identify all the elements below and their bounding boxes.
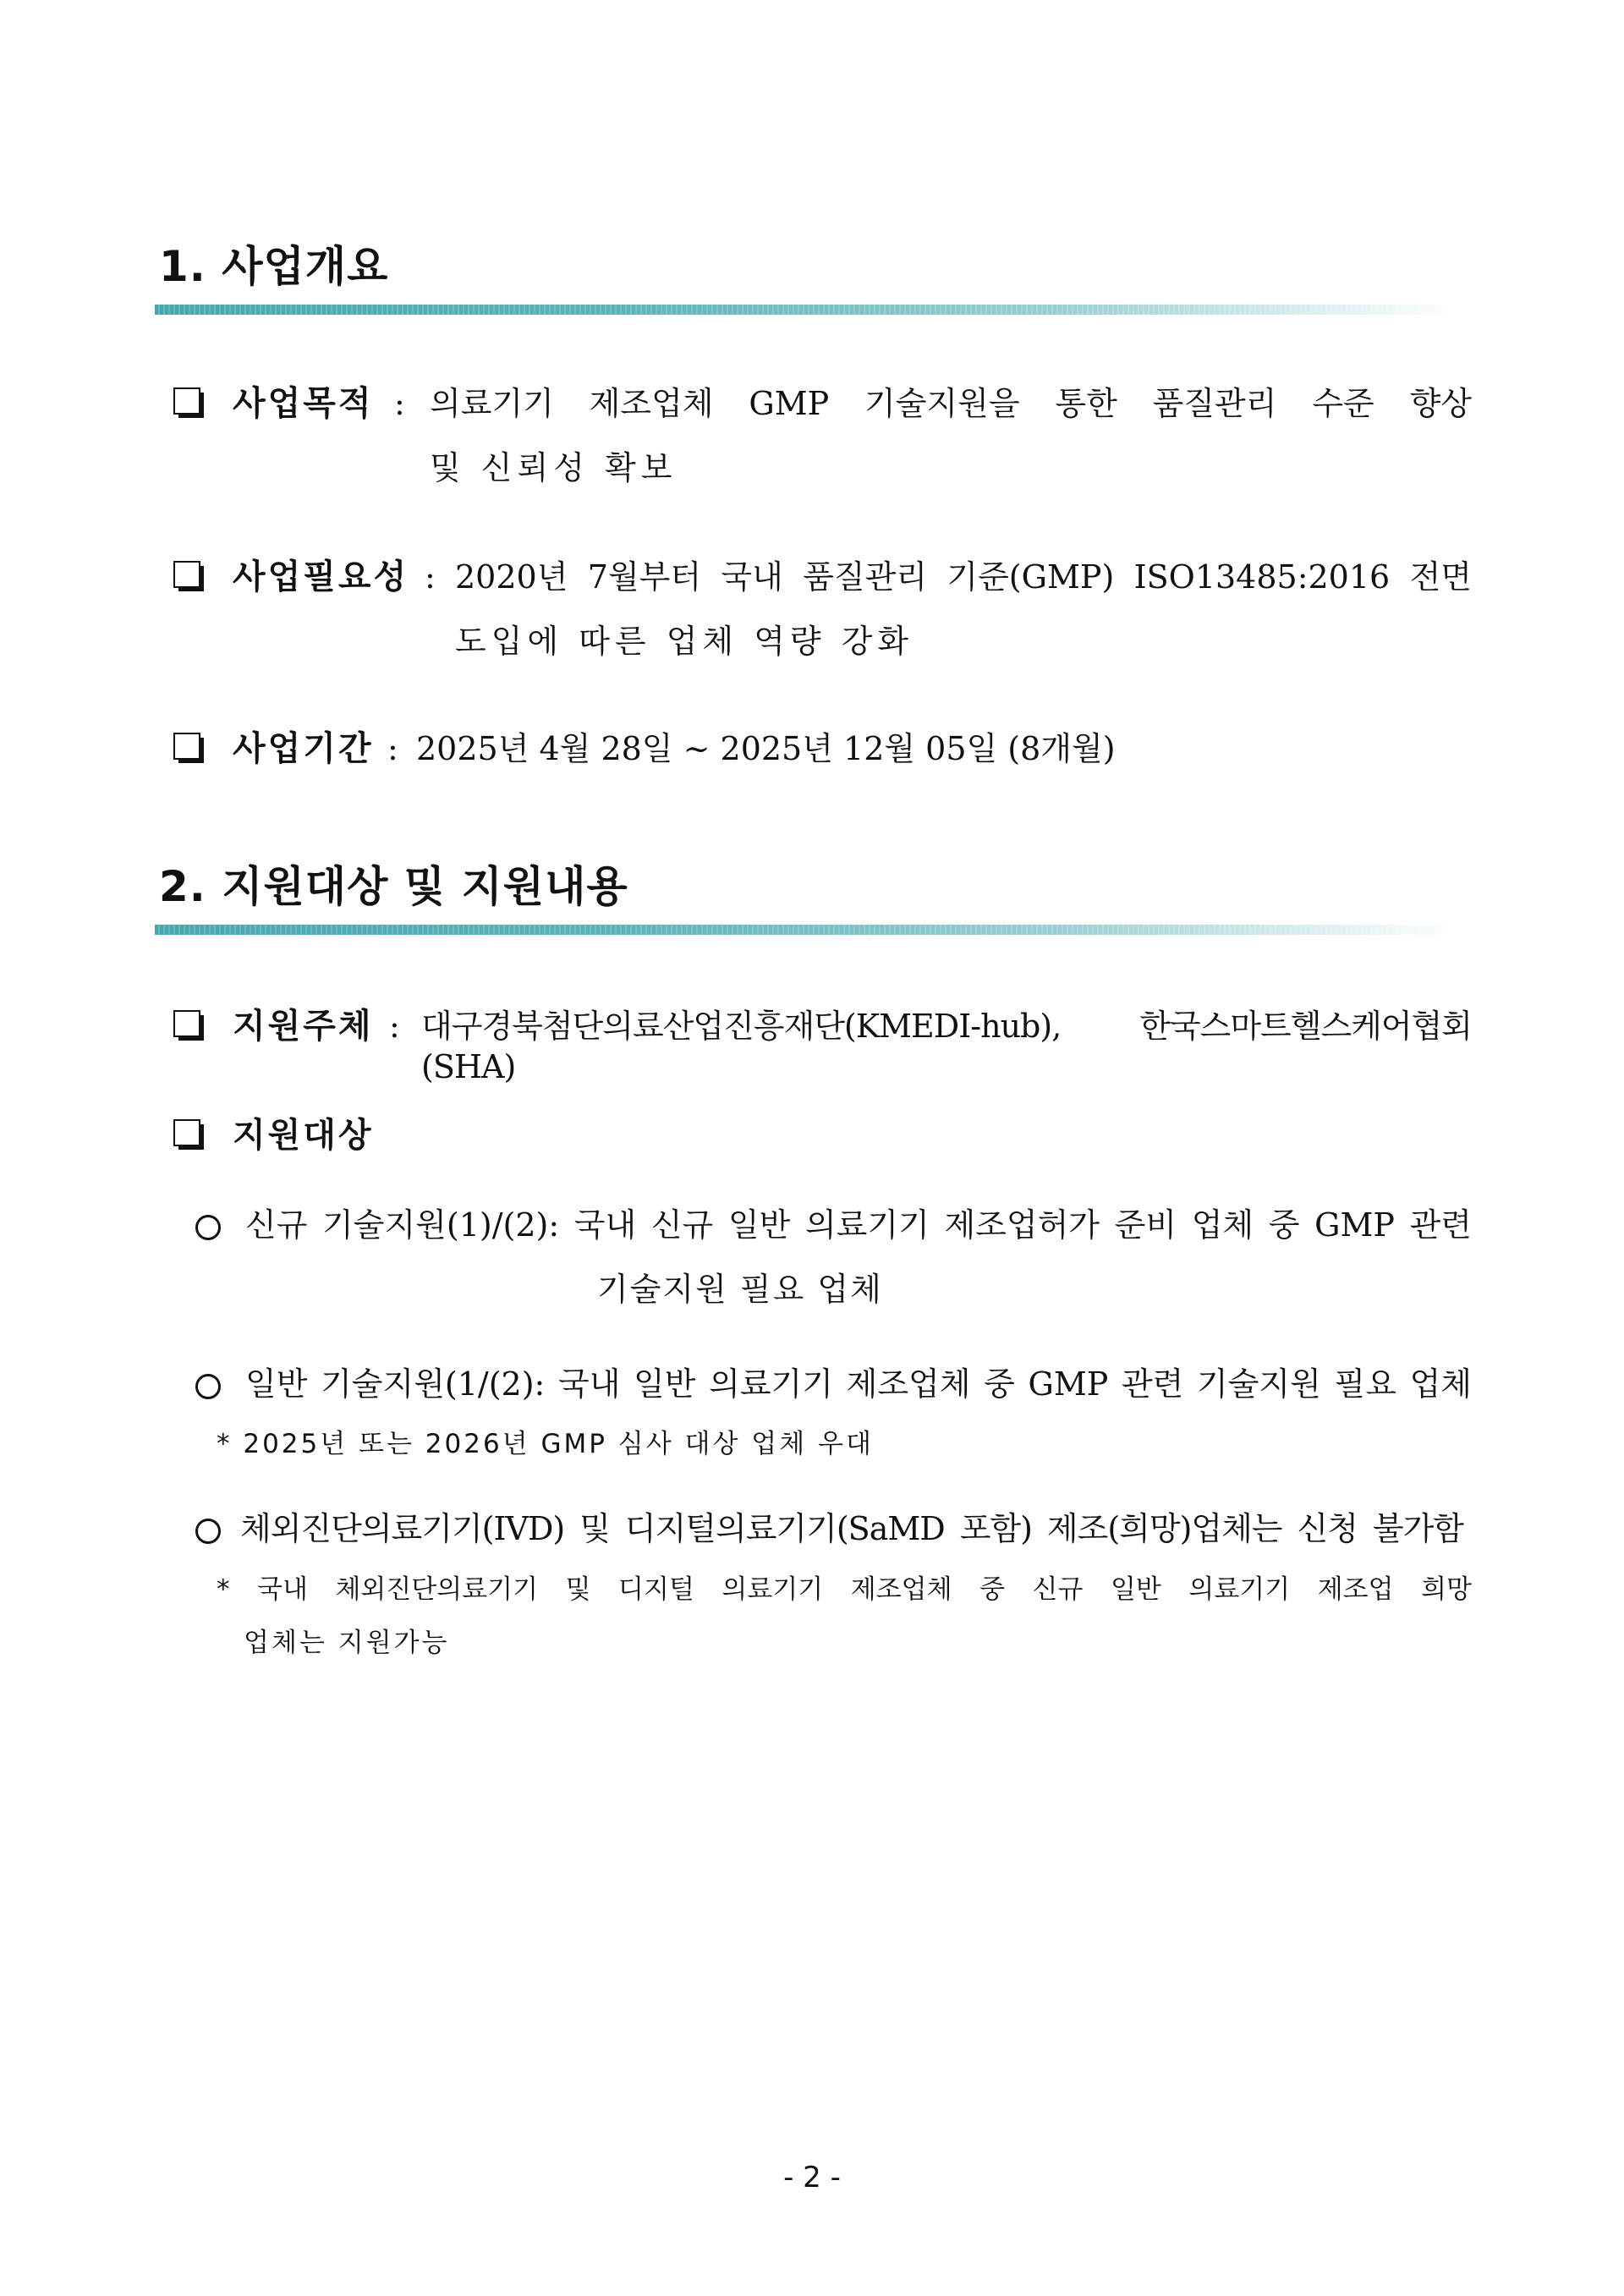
purpose-text-line1: 의료기기 제조업체 GMP 기술지원을 통한 품질관리 수준 향상 — [430, 385, 1472, 422]
purpose-text-line2: 및 신뢰성 확보 — [430, 449, 678, 486]
circle-bullet-icon — [195, 1519, 221, 1544]
necessity-text-line1: 2020년 7월부터 국내 품질관리 기준(GMP) ISO13485:2016 전면 — [455, 558, 1472, 596]
section-2-rule — [155, 925, 1456, 935]
purpose-colon: : — [394, 385, 405, 422]
target-item-1-line1: 신규 기술지원(1)/(2): 국내 신규 일반 의료기기 제조업허가 준비 업체 중 GMP 관련 — [245, 1206, 1472, 1244]
necessity-label: 사업필요성 — [233, 558, 409, 596]
organizer-colon: : — [389, 1008, 400, 1045]
checkbox-bullet-icon — [173, 1010, 202, 1039]
target-item-3-note-line1: * 국내 체외진단의료기기 및 디지털 의료기기 제조업체 중 신규 일반 의료기기 제조업 희망 — [217, 1574, 1472, 1605]
target-item-3-line1: 체외진단의료기기(IVD) 및 디지털의료기기(SaMD 포함) 제조(희망)업체는 신청 불가함 — [240, 1510, 1463, 1547]
purpose-label: 사업목적 — [233, 384, 374, 423]
necessity-text-line2: 도입에 따른 업체 역량 강화 — [455, 623, 914, 660]
target-item-3-note-line2: 업체는 지원가능 — [244, 1628, 450, 1658]
checkbox-bullet-icon — [173, 1119, 202, 1148]
necessity-colon: : — [425, 558, 436, 596]
target-label: 지원대상 — [233, 1116, 374, 1155]
section-1-title: 1. 사업개요 — [159, 242, 389, 291]
period-colon: : — [387, 730, 398, 767]
target-item-1-line2: 기술지원 필요 업체 — [597, 1271, 883, 1308]
target-item-2-line1: 일반 기술지원(1/(2): 국내 일반 의료기기 제조업체 중 GMP 관련 기술지원 필요 업체 — [245, 1365, 1472, 1403]
period-label: 사업기간 — [233, 729, 374, 768]
target-item-2-note: * 2025년 또는 2026년 GMP 심사 대상 업체 우대 — [217, 1429, 874, 1459]
circle-bullet-icon — [195, 1374, 221, 1399]
organizer-label: 지원주체 — [233, 1007, 374, 1046]
section-2-title: 2. 지원대상 및 지원내용 — [159, 862, 628, 911]
checkbox-bullet-icon — [173, 387, 202, 416]
checkbox-bullet-icon — [173, 561, 202, 590]
circle-bullet-icon — [195, 1215, 221, 1240]
page-number: - 2 - — [783, 2161, 841, 2194]
period-value: 2025년 4월 28일 ~ 2025년 12월 05일 (8개월) — [416, 730, 1116, 767]
organizer-value: 대구경북첨단의료산업진흥재단(KMEDI-hub), 한국스마트헬스케어협회(SHA) — [421, 1008, 1472, 1085]
checkbox-bullet-icon — [173, 733, 202, 761]
section-1-rule — [155, 305, 1456, 315]
